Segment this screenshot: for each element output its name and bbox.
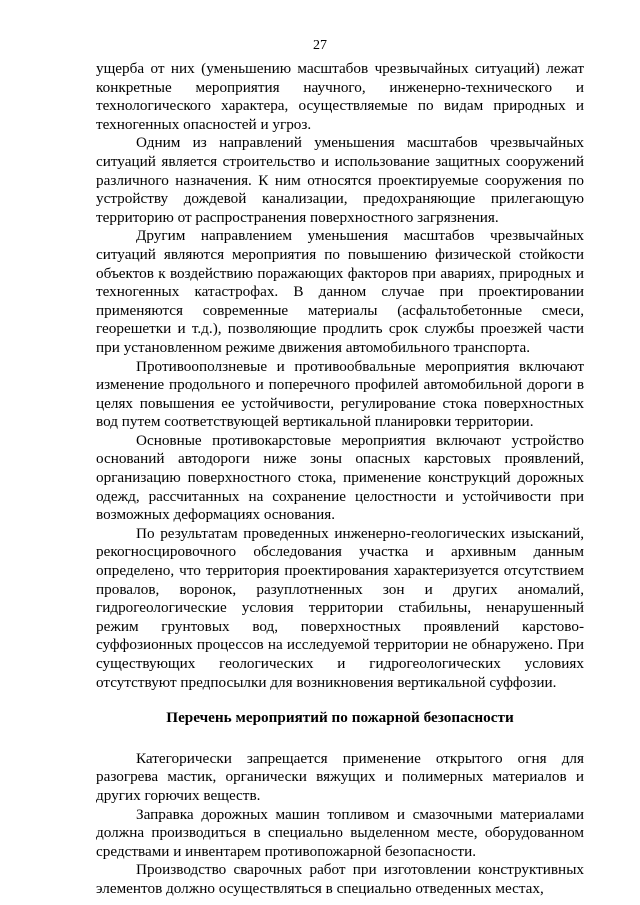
- paragraph: Производство сварочных работ при изготовлении конструктивных элементов должно осуществляться в специально отведенных местах,: [96, 861, 584, 897]
- paragraph: Другим направлением уменьшения масштабов чрезвычайных ситуаций являются мероприятия по повышению физической стойкости объектов к воздействию поражающих факторов при авариях, природных и техногенных катастрофах. В данном случае при проектировании применяются современные материалы (асфальтобетонные смеси, георешетки и т.д.), позволяющие продлить срок службы проезжей части при установленном режиме движения автомобильного транспорта.: [96, 227, 584, 356]
- paragraph: Категорически запрещается применение открытого огня для разогрева мастик, органически вяжущих и полимерных материалов и других горючих веществ.: [96, 749, 584, 804]
- paragraph: Заправка дорожных машин топливом и смазочными материалами должна производиться в специально выделенном месте, оборудованном средствами и инвентарем противопожарной безопасности.: [96, 805, 584, 860]
- section-heading: Перечень мероприятий по пожарной безопасности: [166, 709, 514, 727]
- paragraph: По результатам проведенных инженерно-геологических изысканий, рекогносцировочного обследования участка и архивным данным определено, что территория проектирования характеризуется отсутствием провалов, воронок, разуплотненных зон и других аномалий, гидрогеологические условия территории стабильны, ненарушенный режим грунтовых вод, поверхностных проявлений карстово-суффозионных процессов на исследуемой территории не обнаружено. При существующих геологических и гидрогеологических условиях отсутствуют предпосылки для возникновения вертикальной суффозии.: [96, 524, 584, 691]
- paragraph: Основные противокарстовые мероприятия включают устройство оснований автодороги ниже зоны опасных карстовых проявлений, организацию поверхностного стока, применение конструкций дорожных одежд, рассчитанных на сохранение целостности и устойчивости при возможных деформациях основания.: [96, 431, 584, 524]
- paragraph: Противооползневые и противообвальные мероприятия включают изменение продольного и поперечного профилей автомобильной дороги в целях повышения ее устойчивости, регулирование стока поверхностных вод путем соответствующей вертикальной планировки территории.: [96, 357, 584, 431]
- paragraph: Одним из направлений уменьшения масштабов чрезвычайных ситуаций является строительство и использование защитных сооружений различного назначения. К ним относятся проектируемые сооружения по устройству дождевой канализации, предохраняющие прилегающую территорию от распространения поверхностного загрязнения.: [96, 134, 584, 226]
- page-number: 27: [313, 38, 327, 53]
- paragraph-continuation: ущерба от них (уменьшению масштабов чрезвычайных ситуаций) лежат конкретные мероприятия научного, инженерно-технического и технологического характера, осуществляемые по видам природных и техногенных опасностей и угроз.: [96, 60, 584, 133]
- document-body: [96, 60, 584, 899]
